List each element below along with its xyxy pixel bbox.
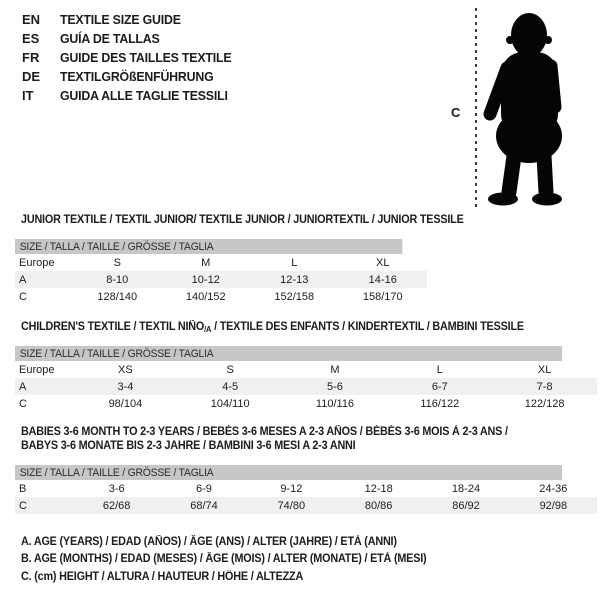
height-cell: 140/152 — [185, 290, 226, 303]
legend-line-height: C. (cm) HEIGHT / ALTURA / HAUTEUR / HÖHE / ALTEZZA — [21, 570, 304, 583]
age-cell: 4-5 — [222, 380, 239, 393]
months-cell: 3-6 — [108, 482, 125, 495]
language-guide-list — [22, 10, 240, 105]
row-label: A — [19, 380, 27, 393]
table-row-height — [15, 497, 597, 514]
language-code: ES — [22, 31, 40, 46]
row-label: Europe — [19, 256, 55, 269]
months-cell: 24-36 — [539, 482, 568, 495]
junior-size-table — [15, 239, 427, 305]
guide-title: GUÍA DE TALLAS — [60, 31, 160, 46]
size-cell: S — [226, 363, 234, 376]
months-cell: 18-24 — [451, 482, 481, 495]
language-row-de — [22, 67, 240, 86]
size-cell: M — [201, 256, 211, 269]
size-cell: S — [113, 256, 121, 269]
row-label: C — [19, 499, 27, 512]
size-cell: XS — [118, 363, 133, 376]
age-cell: 14-16 — [368, 273, 397, 286]
measurement-legend — [21, 533, 452, 586]
height-cell: 98/104 — [108, 397, 143, 410]
babies-section-title-line2: BABYS 3-6 MONATE BIS 2-3 JAHRE / BAMBINI 3-6 MESI A 2-3 ANNI — [21, 440, 356, 452]
age-cell: 12-13 — [280, 273, 309, 286]
row-label: C — [19, 290, 27, 303]
baby-silhouette-icon — [483, 6, 595, 212]
language-row-es — [22, 29, 240, 48]
babies-size-table — [15, 465, 597, 514]
language-code: DE — [22, 69, 41, 84]
height-cell: 116/122 — [420, 397, 460, 410]
language-row-it — [22, 86, 240, 105]
guide-title: GUIDE DES TAILLES TEXTILE — [60, 50, 232, 65]
age-cell: 8-10 — [106, 273, 129, 286]
size-cell: XL — [376, 256, 390, 269]
babies-section-title-line1: BABIES 3-6 MONTH TO 2-3 YEARS / BEBÉS 3-6 MESES A 2-3 AÑOS / BÉBÉS 3-6 MOIS À 2-3 ANS / — [21, 426, 508, 438]
junior-section-title: JUNIOR TEXTILE / TEXTIL JUNIOR/ TEXTILE JUNIOR / JUNIORTEXTIL / JUNIOR TESSILE — [21, 214, 464, 226]
table-row-age — [15, 271, 427, 288]
row-label: Europe — [19, 363, 55, 376]
height-cell: 62/68 — [102, 499, 131, 512]
junior-table-header: SIZE / TALLA / TAILLE / GRÖSSE / TAGLIA — [15, 239, 402, 254]
children-title-subscript: /A — [204, 325, 212, 334]
table-row-height — [15, 395, 597, 412]
height-measure-dotted-line — [475, 8, 477, 210]
height-cell: 86/92 — [452, 499, 480, 512]
table-row-height — [15, 288, 427, 305]
row-label: C — [19, 397, 27, 410]
size-cell: L — [291, 256, 298, 269]
age-cell: 6-7 — [431, 380, 448, 393]
height-cell: 110/116 — [315, 397, 355, 410]
guide-title: GUIDA ALLE TAGLIE TESSILI — [60, 88, 228, 103]
language-code: IT — [22, 88, 34, 103]
height-cell: 68/74 — [190, 499, 218, 512]
age-cell: 7-8 — [536, 380, 553, 393]
months-cell: 9-12 — [280, 482, 303, 495]
legend-line-age-years: A. AGE (YEARS) / EDAD (AÑOS) / ÂGE (ANS) / ALTER (JAHRE) / ETÀ (ANNI) — [21, 535, 397, 548]
size-cell: L — [436, 363, 443, 376]
language-row-fr — [22, 48, 240, 67]
guide-title: TEXTILGRÖßENFÜHRUNG — [60, 69, 214, 84]
height-cell: 80/86 — [364, 499, 393, 512]
height-cell: 128/140 — [97, 290, 138, 303]
height-cell: 122/128 — [524, 397, 565, 410]
height-cell: 158/170 — [362, 290, 403, 303]
guide-title: TEXTILE SIZE GUIDE — [60, 12, 181, 27]
children-title-post: / TEXTILE DES ENFANTS / KINDERTEXTIL / BAMBINI TESSILE — [211, 321, 524, 333]
age-cell: 3-4 — [117, 380, 134, 393]
size-cell: XL — [537, 363, 552, 376]
height-cell: 74/80 — [277, 499, 306, 512]
row-label: B — [19, 482, 27, 495]
months-cell: 12-18 — [364, 482, 393, 495]
table-row-age — [15, 378, 597, 395]
babies-table-header: SIZE / TALLA / TAILLE / GRÖSSE / TAGLIA — [15, 465, 562, 480]
children-title-pre: CHILDREN'S TEXTILE / TEXTIL NIÑO — [21, 321, 205, 333]
language-row-en — [22, 10, 240, 29]
children-size-table — [15, 346, 597, 412]
language-code: FR — [22, 50, 40, 65]
height-cell: 104/110 — [210, 397, 250, 410]
table-row-months — [15, 480, 597, 497]
height-cell: 92/98 — [539, 499, 568, 512]
age-cell: 10-12 — [191, 273, 220, 286]
table-row-europe — [15, 361, 597, 378]
height-measure-label: C — [451, 105, 461, 120]
table-row-europe — [15, 254, 427, 271]
age-cell: 5-6 — [327, 380, 343, 393]
size-cell: M — [330, 363, 340, 376]
height-cell: 152/158 — [274, 290, 315, 303]
language-code: EN — [22, 12, 41, 27]
legend-line-age-months: B. AGE (MONTHS) / EDAD (MESES) / ÂGE (MOIS) / ALTER (MONATE) / ETÀ (MESI) — [21, 553, 427, 566]
row-label: A — [19, 273, 27, 286]
children-section-title — [21, 321, 524, 333]
children-table-header: SIZE / TALLA / TAILLE / GRÖSSE / TAGLIA — [15, 346, 562, 361]
months-cell: 6-9 — [196, 482, 212, 495]
